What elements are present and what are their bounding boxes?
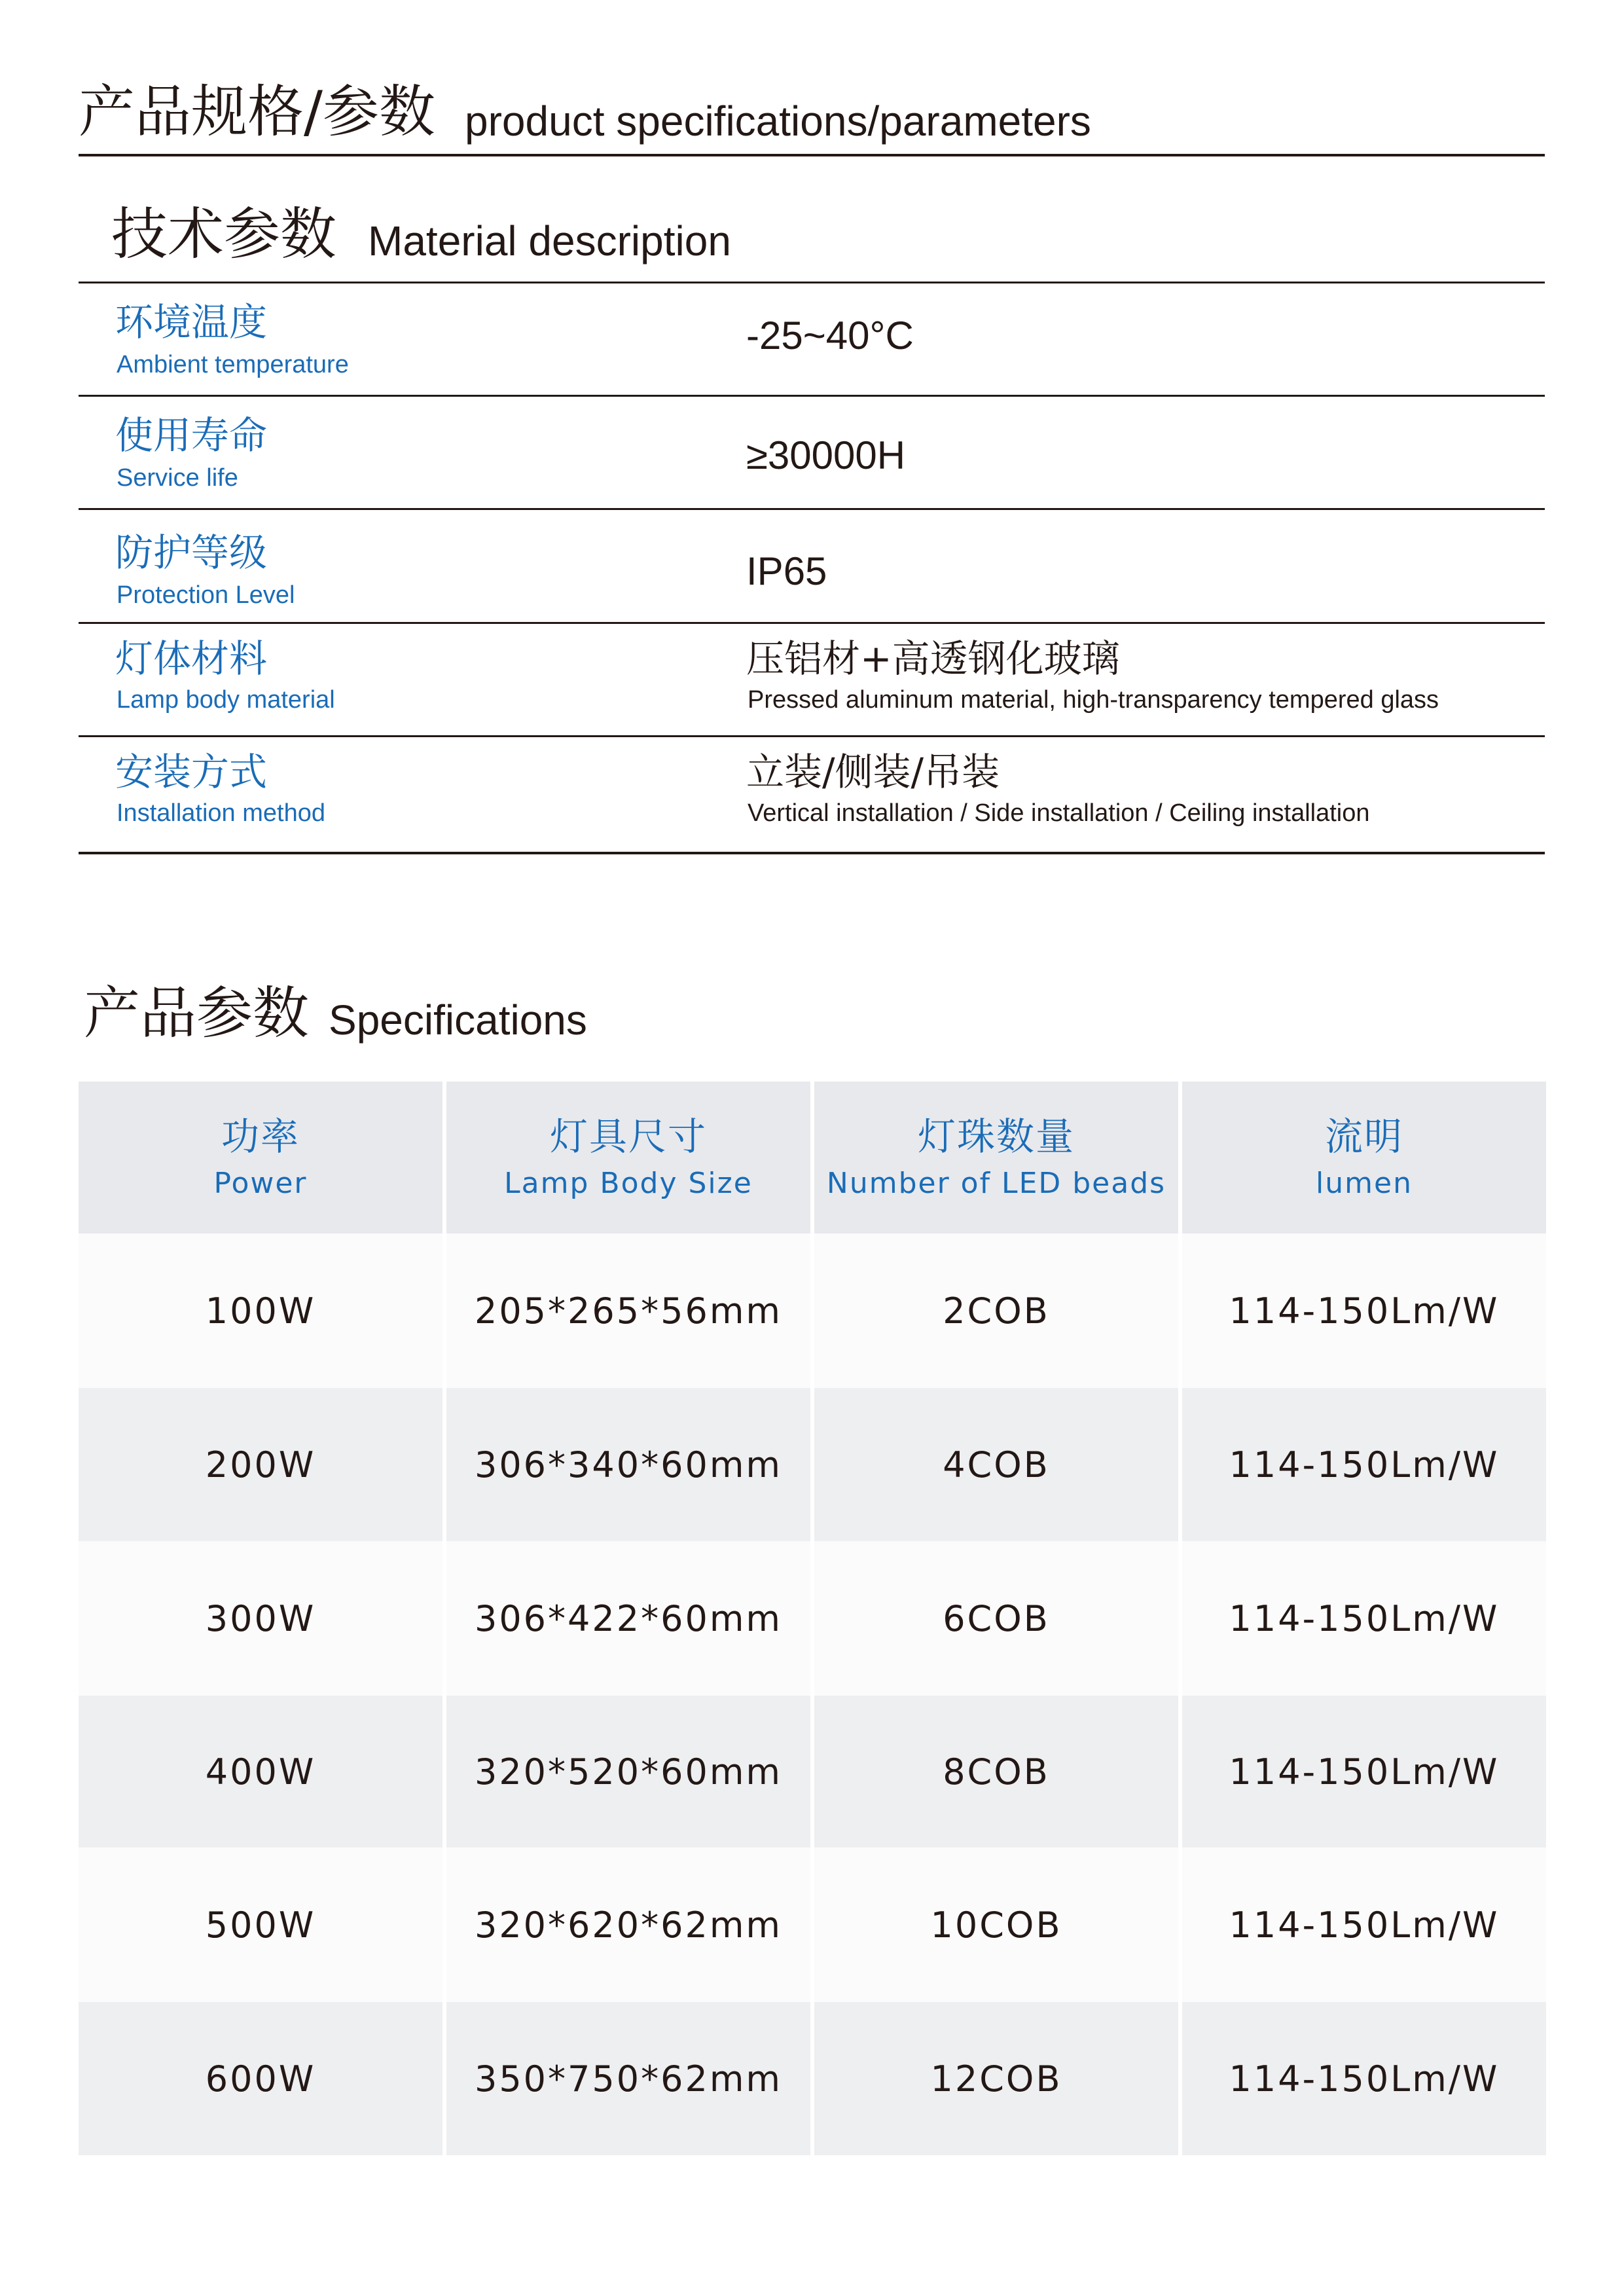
table-cell-power: 400W	[79, 1696, 442, 1848]
table-cell-lumen: 114-150Lm/W	[1182, 1848, 1546, 2002]
material-section-header	[111, 196, 1545, 275]
table-cell-size: 306*340*60mm	[446, 1388, 810, 1541]
material-row-installation	[79, 737, 1545, 852]
row-value-zh: 立装/侧装/吊装	[746, 750, 1000, 794]
table-cell-power: 300W	[79, 1541, 442, 1696]
row-label-en: Ambient temperature	[117, 351, 349, 378]
row-label-zh: 环境温度	[115, 300, 268, 344]
table-cell-lumen: 114-150Lm/W	[1182, 2002, 1546, 2155]
row-label-zh: 使用寿命	[115, 413, 268, 458]
page-title-en: product specifications/parameters	[465, 98, 1091, 145]
column-header-power	[79, 1082, 442, 1233]
table-cell-beads: 8COB	[814, 1696, 1178, 1848]
table-cell-beads: 6COB	[814, 1541, 1178, 1696]
material-row-service-life	[79, 397, 1545, 508]
column-header-zh: 灯珠数量	[917, 1114, 1075, 1159]
row-label-en: Protection Level	[117, 581, 295, 609]
material-title-en: Material description	[368, 217, 731, 264]
page-header	[79, 75, 1545, 157]
column-header-zh: 流明	[1324, 1114, 1403, 1159]
row-label-zh: 灯体材料	[115, 636, 268, 681]
row-value-en: Pressed aluminum material, high-transparency tempered glass	[748, 686, 1439, 714]
table-cell-size: 205*265*56mm	[446, 1233, 810, 1388]
column-header-en: Number of LED beads	[826, 1167, 1166, 1200]
material-row-protection	[79, 510, 1545, 622]
material-title-zh: 技术参数	[111, 202, 336, 267]
table-cell-power: 500W	[79, 1848, 442, 2002]
column-header-lumen	[1182, 1082, 1546, 1233]
column-header-en: lumen	[1316, 1167, 1413, 1200]
table-cell-beads: 4COB	[814, 1388, 1178, 1541]
spec-title-zh: 产品参数	[84, 981, 309, 1046]
row-label-en: Lamp body material	[117, 686, 335, 714]
row-label-zh: 安装方式	[115, 750, 268, 794]
table-cell-power: 600W	[79, 2002, 442, 2155]
row-label-en: Installation method	[117, 799, 325, 827]
table-cell-lumen: 114-150Lm/W	[1182, 1233, 1546, 1388]
row-label-en: Service life	[117, 464, 238, 492]
column-header-en: Power	[213, 1167, 308, 1200]
table-cell-lumen: 114-150Lm/W	[1182, 1541, 1546, 1696]
table-cell-beads: 2COB	[814, 1233, 1178, 1388]
table-cell-power: 100W	[79, 1233, 442, 1388]
row-value: -25~40°C	[746, 314, 914, 357]
table-cell-size: 320*620*62mm	[446, 1848, 810, 2002]
table-cell-size: 306*422*60mm	[446, 1541, 810, 1696]
column-header-en: Lamp Body Size	[504, 1167, 753, 1200]
table-cell-lumen: 114-150Lm/W	[1182, 1696, 1546, 1848]
table-cell-lumen: 114-150Lm/W	[1182, 1388, 1546, 1541]
material-rule-bottom	[79, 852, 1545, 854]
row-label-zh: 防护等级	[115, 530, 268, 575]
row-value: ≥30000H	[746, 433, 906, 477]
material-row-temperature	[79, 283, 1545, 395]
spec-section-header	[84, 975, 1524, 1054]
column-header-beads	[814, 1082, 1178, 1233]
table-cell-size: 350*750*62mm	[446, 2002, 810, 2155]
column-header-size	[446, 1082, 810, 1233]
spec-title-en: Specifications	[329, 996, 587, 1044]
row-value-zh: 压铝材+高透钢化玻璃	[746, 636, 1120, 681]
page-header-rule	[79, 154, 1545, 156]
page-title-zh: 产品规格/参数	[79, 79, 435, 145]
row-value-en: Vertical installation / Side installation / Ceiling installation	[748, 799, 1370, 827]
spec-table	[79, 1082, 1546, 2155]
column-header-zh: 灯具尺寸	[549, 1114, 707, 1159]
material-row-body-material	[79, 624, 1545, 735]
table-cell-beads: 10COB	[814, 1848, 1178, 2002]
table-cell-beads: 12COB	[814, 2002, 1178, 2155]
row-value: IP65	[746, 549, 827, 593]
column-header-zh: 功率	[221, 1114, 300, 1159]
table-cell-size: 320*520*60mm	[446, 1696, 810, 1848]
table-cell-power: 200W	[79, 1388, 442, 1541]
